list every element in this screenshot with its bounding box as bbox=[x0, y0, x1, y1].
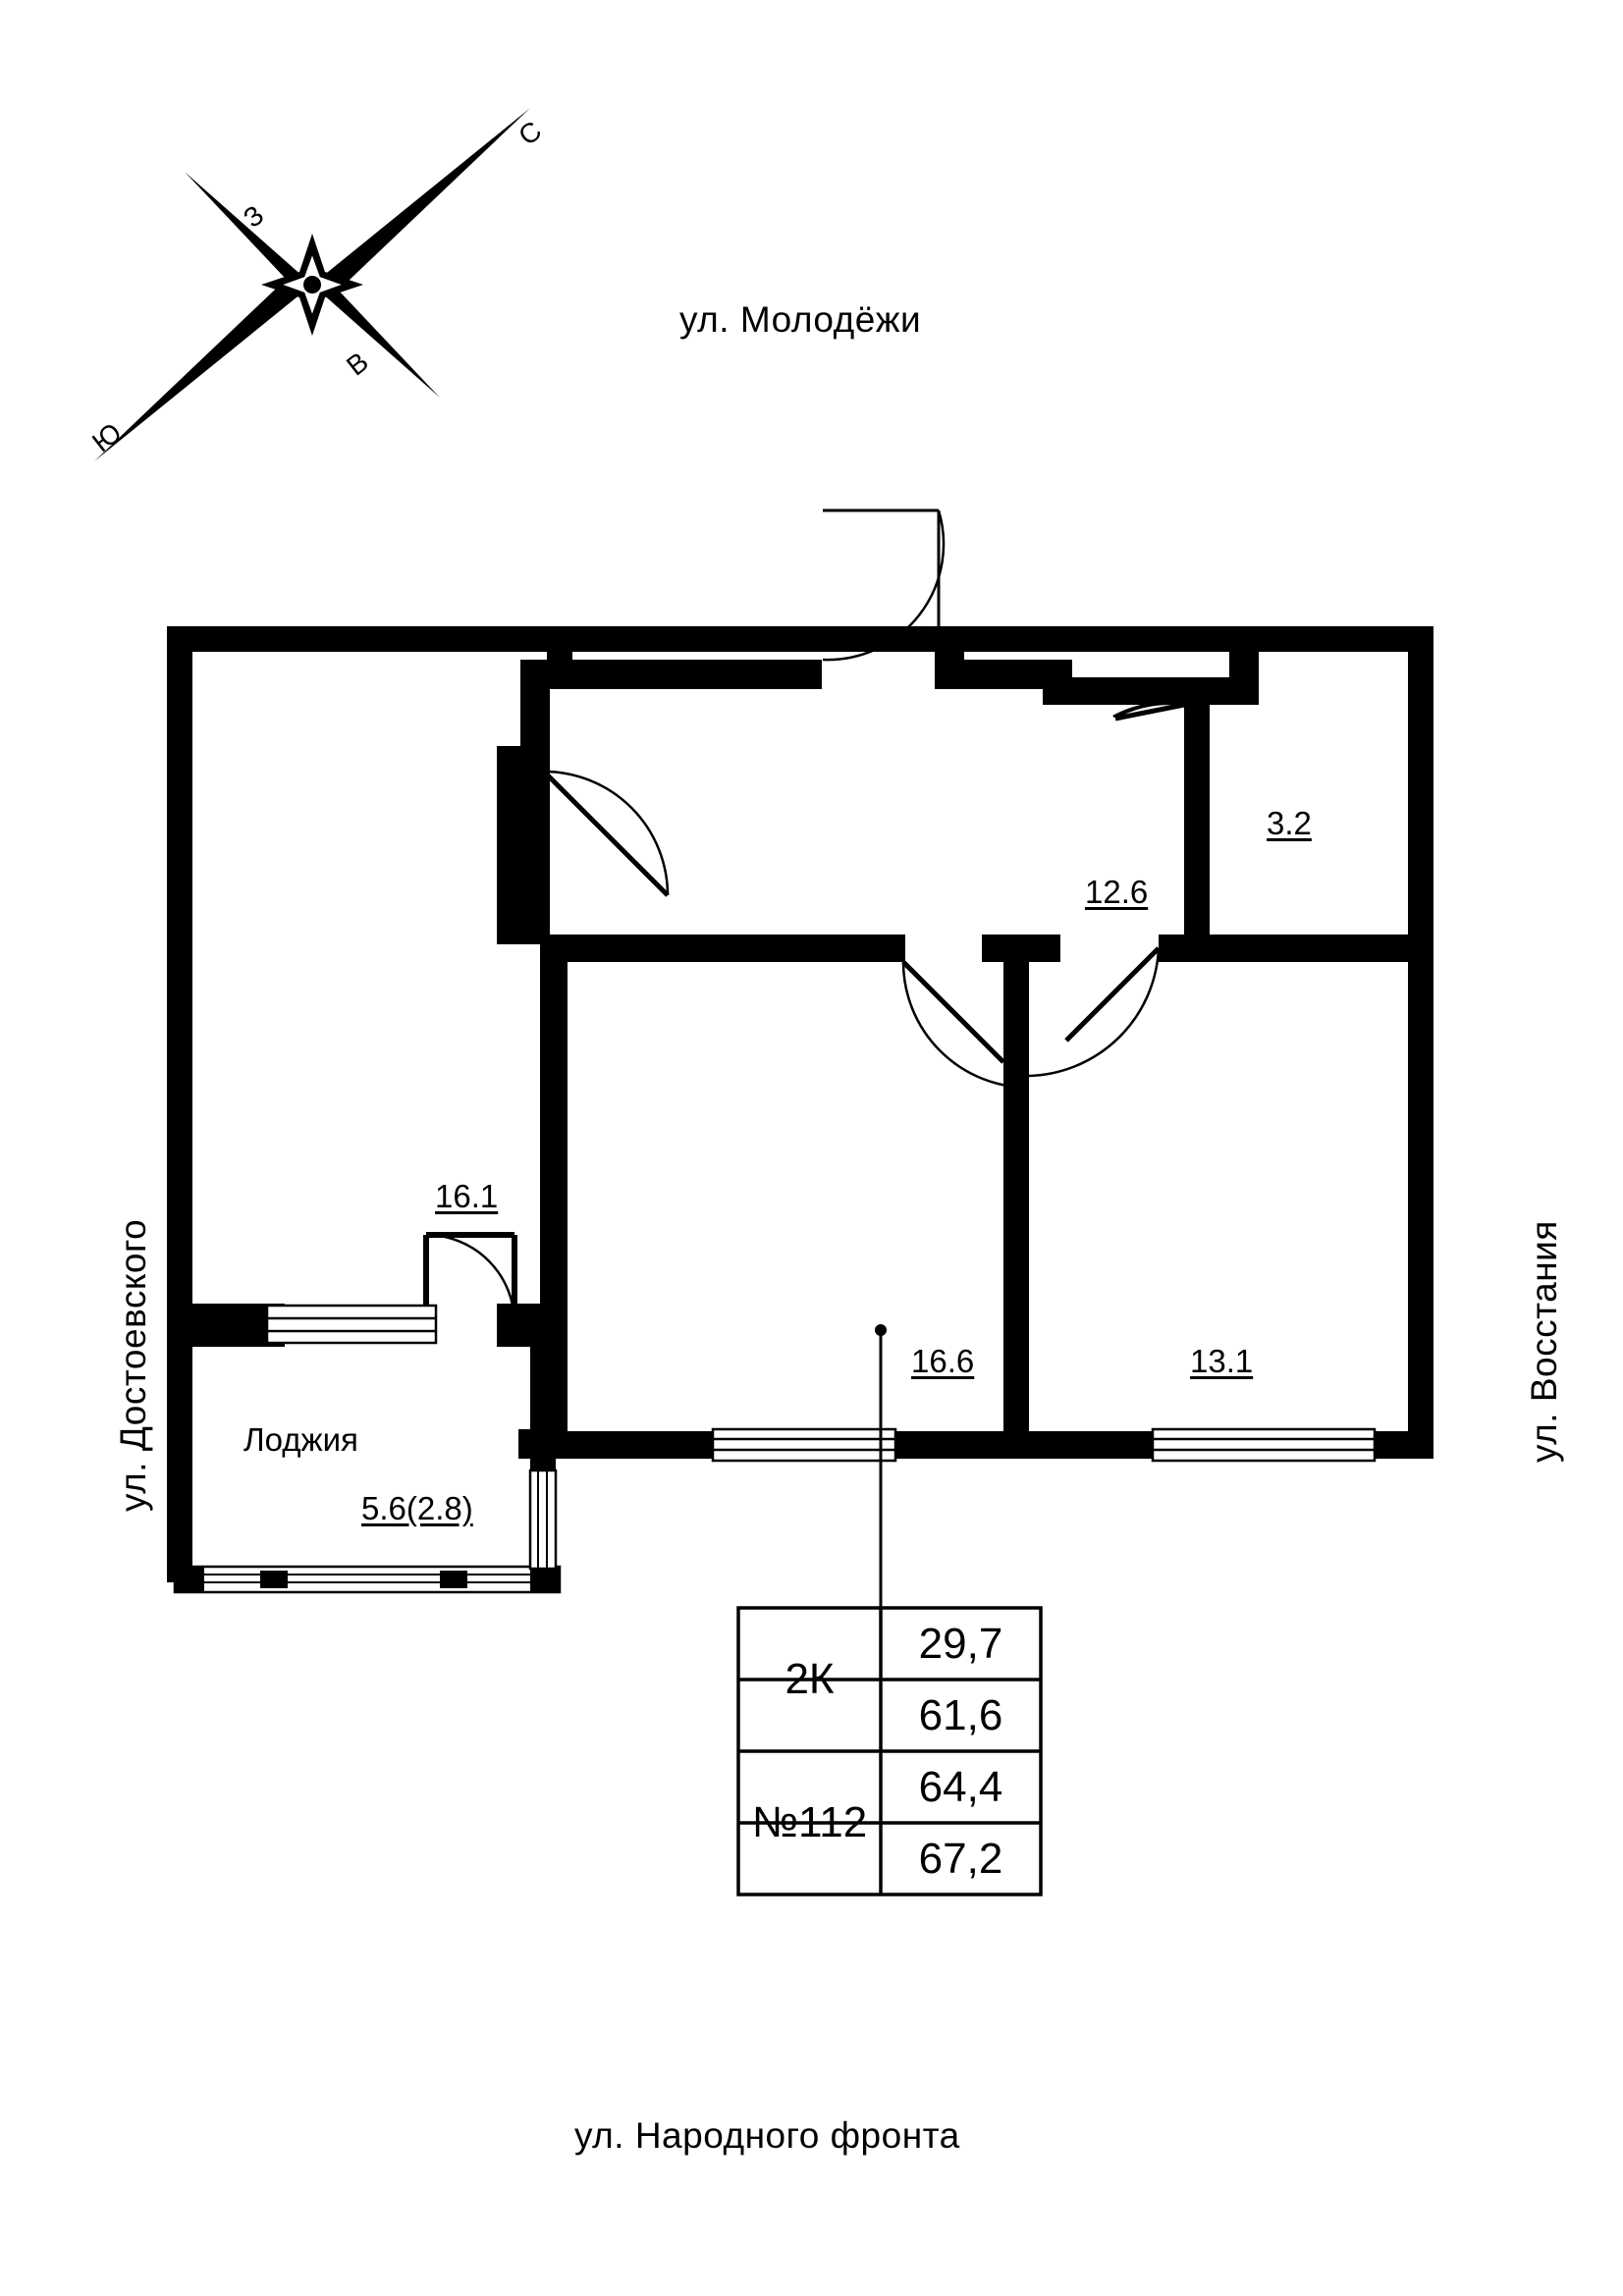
compass-north-label: С bbox=[513, 115, 548, 152]
table-apartment-number: №112 bbox=[751, 1798, 868, 1846]
street-label-south: ул. Народного фронта bbox=[574, 2115, 960, 2156]
room-area-3-2: 3.2 bbox=[1267, 805, 1312, 841]
table-value-4: 67,2 bbox=[918, 1834, 1003, 1883]
compass-west-label: З bbox=[237, 199, 270, 235]
compass-rose-icon bbox=[94, 108, 530, 461]
room-area-16-6: 16.6 bbox=[911, 1343, 975, 1379]
room-area-12-6: 12.6 bbox=[1085, 874, 1149, 910]
street-label-west: ул. Достоевского bbox=[113, 1218, 153, 1512]
room-area-16-1: 16.1 bbox=[435, 1178, 499, 1214]
street-label-north: ул. Молодёжи bbox=[679, 299, 922, 340]
table-value-3: 64,4 bbox=[918, 1762, 1003, 1811]
table-value-1: 29,7 bbox=[918, 1619, 1003, 1668]
table-value-2: 61,6 bbox=[918, 1690, 1003, 1739]
leader-dot bbox=[875, 1324, 887, 1336]
loggia-outline bbox=[167, 1347, 560, 1592]
street-label-east: ул. Восстания bbox=[1524, 1220, 1564, 1463]
compass-south-label: Ю bbox=[86, 416, 128, 458]
loggia-name-label: Лоджия bbox=[243, 1421, 358, 1458]
room-area-13-1: 13.1 bbox=[1190, 1343, 1254, 1379]
loggia-area-label: 5.6(2.8) bbox=[361, 1490, 473, 1526]
table-apartment-type: 2К bbox=[784, 1655, 835, 1703]
compass-east-label: В bbox=[341, 346, 374, 382]
